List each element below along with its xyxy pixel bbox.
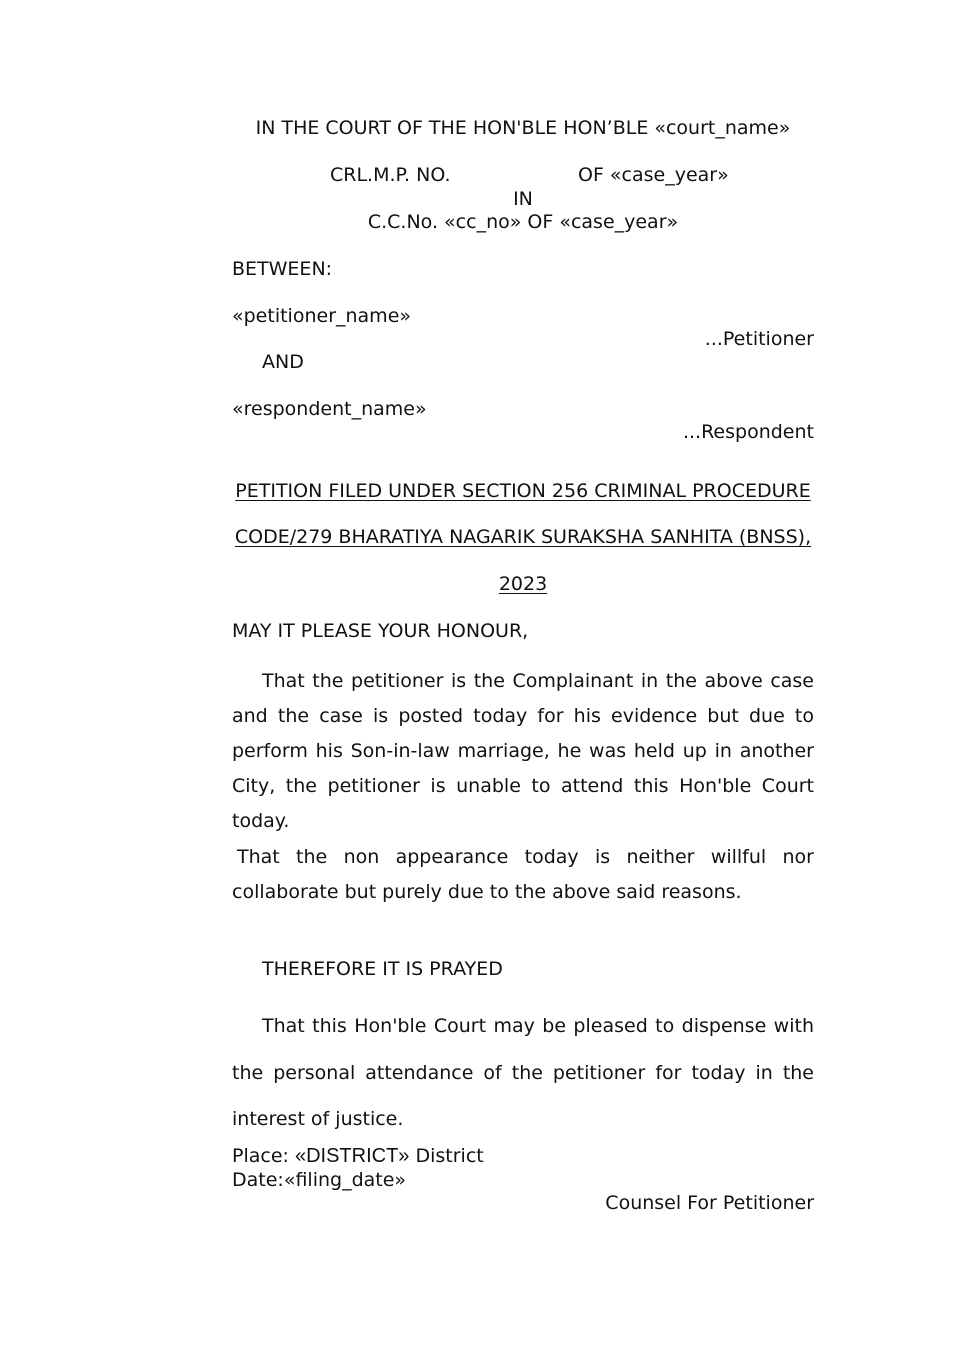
paragraph-reason-text: That the petitioner is the Complainant in the above case and the case is posted today for his evidence but due to perform his Son-in-law marriage, he was held up in another City, the petitioner is unable to attend this Hon'ble Court today. [232,670,814,832]
place-value: «DISTRICT» [294,1145,410,1167]
petition-title-line-2: CODE/279 BHARATIYA NAGARIK SURAKSHA SANHITA (BNSS), [234,526,812,548]
place-suffix: District [409,1145,484,1167]
prayer-heading: THEREFORE IT IS PRAYED [262,958,503,980]
date-label: Date: [232,1169,284,1191]
in-label: IN [513,188,533,210]
cc-number-line: C.C.No. «cc_no» OF «case_year» [367,211,679,233]
crl-mp-number: CRL.M.P. NO. [330,164,451,186]
petition-title-line-3: 2023 [498,573,548,595]
paragraph-prayer [232,1003,814,1143]
date-value: «filing_date» [283,1169,407,1191]
petitioner-role: ...Petitioner [704,328,814,350]
counsel-signature: Counsel For Petitioner [605,1192,814,1214]
between-label: BETWEEN: [232,258,333,280]
paragraph-non-appearance [232,840,814,910]
paragraph-reason [232,664,814,839]
and-label: AND [262,351,304,373]
court-heading: IN THE COURT OF THE HON'BLE HON’BLE «court_name» [255,117,791,139]
crl-mp-year: OF «case_year» [578,164,729,186]
salutation: MAY IT PLEASE YOUR HONOUR, [232,620,529,642]
paragraph-prayer-text: That this Hon'ble Court may be pleased to dispense with the personal attendance of the petitioner for today in the interest of justice. [232,1015,814,1130]
respondent-name: «respondent_name» [232,398,427,420]
place-label: Place: [232,1145,295,1167]
petition-title-line-1: PETITION FILED UNDER SECTION 256 CRIMINAL PROCEDURE [235,480,811,502]
place-line [232,1144,484,1168]
petitioner-name: «petitioner_name» [232,305,412,327]
paragraph-non-appearance-text: That the non appearance today is neither willful nor collaborate but purely due to the above said reasons. [232,846,814,903]
respondent-role: ...Respondent [682,421,814,443]
date-line [232,1168,406,1192]
